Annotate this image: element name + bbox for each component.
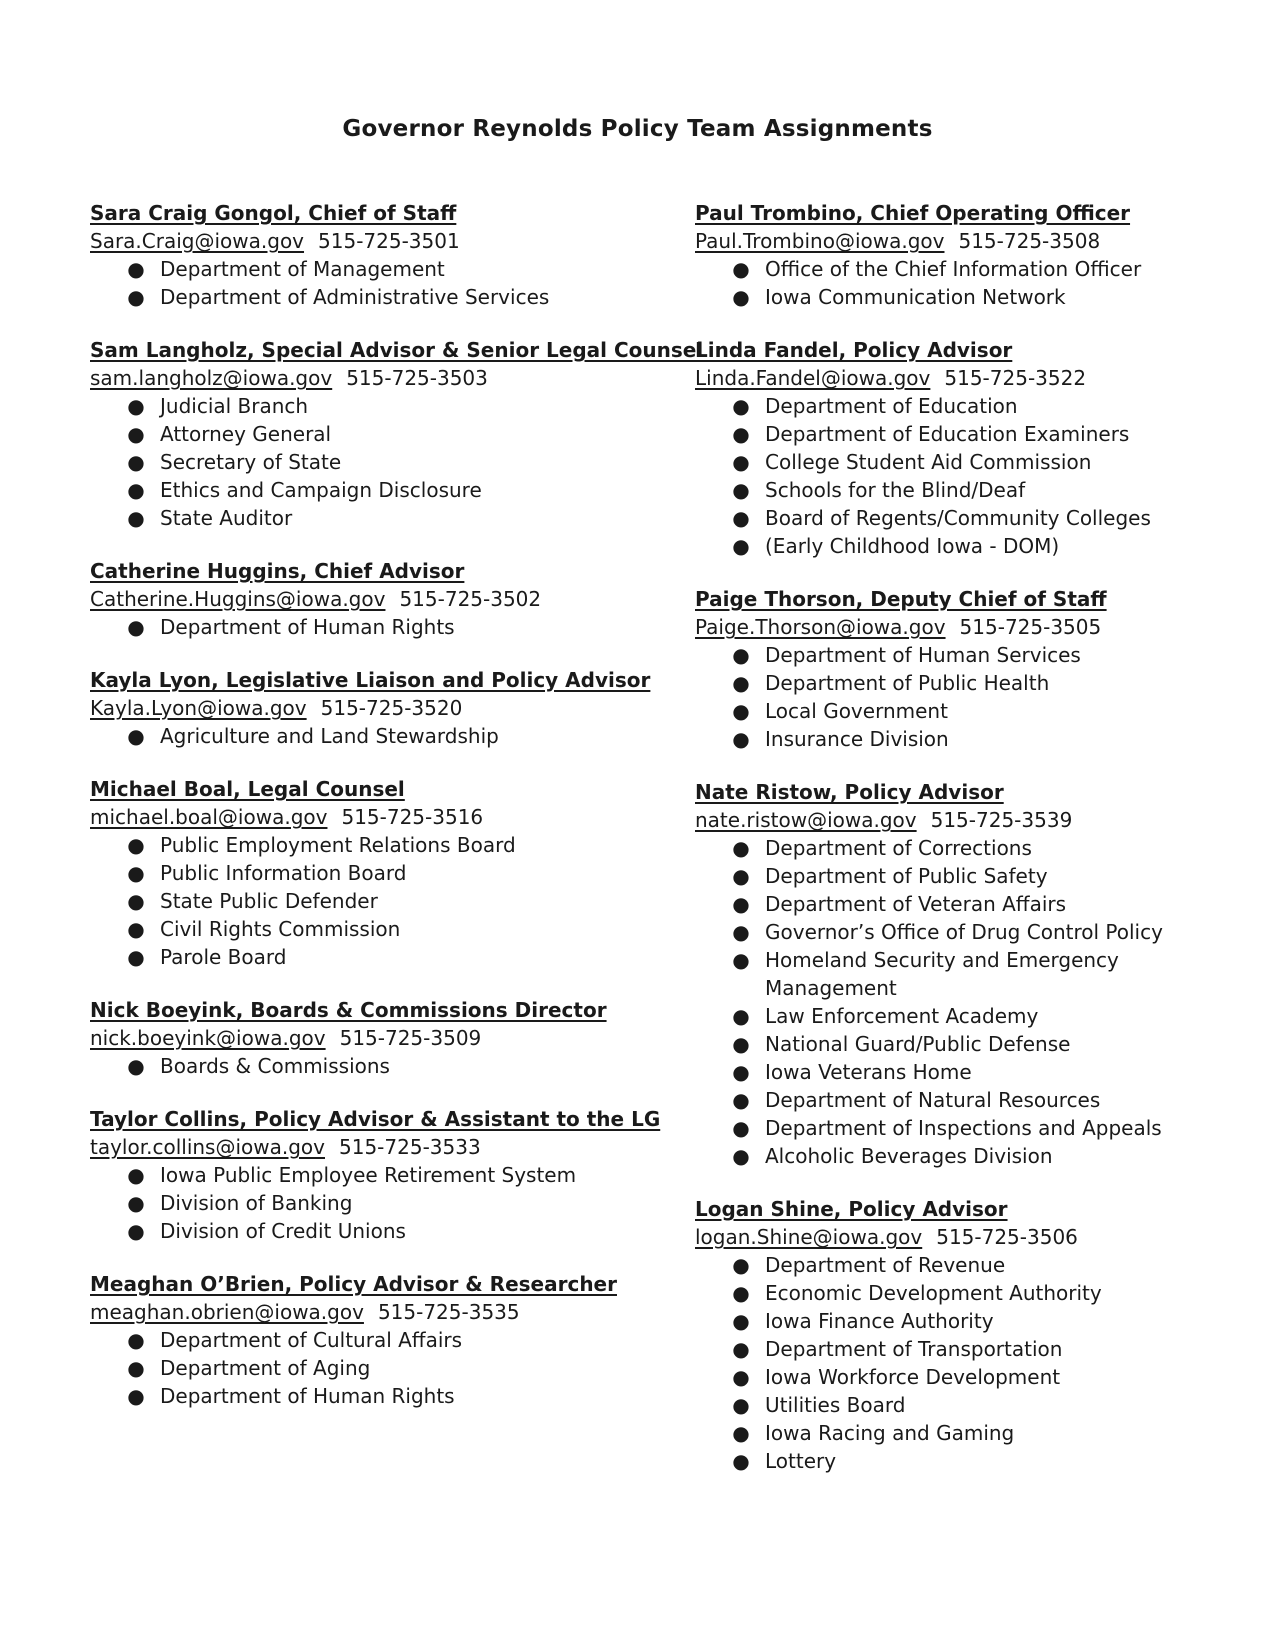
contact-line: [695, 227, 1255, 255]
assignment-item: [731, 392, 1255, 420]
assignment-list: [90, 722, 650, 750]
bullet-icon: ●: [732, 285, 750, 309]
contact-line: [90, 1024, 650, 1052]
assignment-label: Parole Board: [160, 945, 287, 969]
phone-number: 515-725-3539: [930, 808, 1073, 832]
assignment-item: [731, 1447, 1255, 1475]
person-name-title: Michael Boal, Legal Counsel: [90, 777, 405, 801]
bullet-icon: ●: [127, 615, 145, 639]
assignment-label: Ethics and Campaign Disclosure: [160, 478, 482, 502]
email-link[interactable]: taylor.collins@iowa.gov: [90, 1135, 325, 1159]
assignment-item: [126, 1217, 650, 1245]
assignment-label: Iowa Public Employee Retirement System: [160, 1163, 577, 1187]
phone-number: 515-725-3533: [339, 1135, 481, 1159]
assignment-label: State Auditor: [160, 506, 293, 530]
assignment-label: Department of Natural Resources: [765, 1088, 1101, 1112]
contact-line: [90, 803, 650, 831]
assignment-list: [90, 1161, 650, 1245]
phone-number: 515-725-3502: [399, 587, 542, 611]
person-block: [695, 586, 1255, 753]
contact-line: [90, 1133, 650, 1161]
assignment-item: [126, 420, 650, 448]
assignment-label: Boards & Commissions: [160, 1054, 390, 1078]
assignment-item: [731, 697, 1255, 725]
assignment-label: Attorney General: [160, 422, 332, 446]
person-block: [695, 200, 1255, 311]
email-link[interactable]: meaghan.obrien@iowa.gov: [90, 1300, 364, 1324]
email-link[interactable]: Sara.Craig@iowa.gov: [90, 229, 305, 253]
person-name-title: Meaghan O’Brien, Policy Advisor & Researcher: [90, 1272, 617, 1296]
assignment-label: Department of Revenue: [765, 1253, 1006, 1277]
phone-number: 515-725-3503: [346, 366, 488, 390]
assignment-label: College Student Aid Commission: [765, 450, 1092, 474]
bullet-icon: ●: [732, 394, 750, 418]
assignment-label: State Public Defender: [160, 889, 378, 913]
assignment-item: [126, 722, 650, 750]
bullet-icon: ●: [732, 1309, 750, 1333]
bullet-icon: ●: [732, 643, 750, 667]
person-name-title: Paul Trombino, Chief Operating Officer: [695, 201, 1131, 225]
email-link[interactable]: nick.boeyink@iowa.gov: [90, 1026, 326, 1050]
assignment-item: [126, 915, 650, 943]
assignment-label: Division of Banking: [160, 1191, 353, 1215]
assignment-label: Public Employment Relations Board: [160, 833, 516, 857]
assignment-label: Utilities Board: [765, 1393, 906, 1417]
assignment-item: [731, 641, 1255, 669]
assignment-label: Iowa Racing and Gaming: [765, 1421, 1015, 1445]
bullet-icon: ●: [732, 478, 750, 502]
assignment-item: [731, 476, 1255, 504]
bullet-icon: ●: [127, 1054, 145, 1078]
assignment-item: [731, 255, 1255, 283]
person-name-title: Paige Thorson, Deputy Chief of Staff: [695, 587, 1107, 611]
bullet-icon: ●: [732, 1393, 750, 1417]
phone-number: 515-725-3505: [959, 615, 1102, 639]
bullet-icon: ●: [127, 1384, 145, 1408]
bullet-icon: ●: [732, 506, 750, 530]
contact-line: [90, 694, 650, 722]
assignment-item: [731, 532, 1255, 560]
assignment-item: [126, 283, 650, 311]
bullet-icon: ●: [732, 534, 750, 558]
assignment-item: [731, 725, 1255, 753]
person-name-title: Logan Shine, Policy Advisor: [695, 1197, 1008, 1221]
bullet-icon: ●: [127, 285, 145, 309]
bullet-icon: ●: [732, 450, 750, 474]
person-block: [90, 200, 650, 311]
assignment-label: Department of Human Rights: [160, 615, 455, 639]
assignment-label: Department of Education: [765, 394, 1018, 418]
contact-line: [695, 1223, 1255, 1251]
assignment-item: [731, 834, 1255, 862]
phone-number: 515-725-3516: [341, 805, 484, 829]
assignment-label: Iowa Veterans Home: [765, 1060, 972, 1084]
assignment-label: Department of Human Rights: [160, 1384, 455, 1408]
assignment-label: Judicial Branch: [160, 394, 309, 418]
assignment-item: [126, 504, 650, 532]
assignment-label: Schools for the Blind/Deaf: [765, 478, 1026, 502]
assignment-item: [126, 613, 650, 641]
assignment-label: Law Enforcement Academy: [765, 1004, 1039, 1028]
assignment-list: [695, 255, 1255, 311]
bullet-icon: ●: [732, 1060, 750, 1084]
bullet-icon: ●: [127, 1191, 145, 1215]
assignment-label: Department of Human Services: [765, 643, 1081, 667]
assignment-list: [695, 392, 1255, 560]
assignment-label: Department of Transportation: [765, 1337, 1063, 1361]
person-block: [90, 997, 650, 1080]
bullet-icon: ●: [127, 917, 145, 941]
assignment-item: [731, 890, 1255, 918]
bullet-icon: ●: [732, 836, 750, 860]
assignment-label: Department of Administrative Services: [160, 285, 550, 309]
email-link[interactable]: michael.boal@iowa.gov: [90, 805, 328, 829]
assignment-item: [126, 887, 650, 915]
assignment-item: [731, 420, 1255, 448]
contact-line: [90, 364, 650, 392]
person-block: [90, 558, 650, 641]
phone-number: 515-725-3508: [958, 229, 1101, 253]
assignment-label: Alcoholic Beverages Division: [765, 1144, 1053, 1168]
bullet-icon: ●: [127, 422, 145, 446]
bullet-icon: ●: [732, 671, 750, 695]
assignment-label: National Guard/Public Defense: [765, 1032, 1071, 1056]
email-link[interactable]: nate.ristow@iowa.gov: [695, 808, 917, 832]
right-column: [695, 200, 1255, 1501]
assignment-item: [731, 1363, 1255, 1391]
person-name-title: Nate Ristow, Policy Advisor: [695, 780, 1004, 804]
bullet-icon: ●: [732, 422, 750, 446]
assignment-list: [90, 1052, 650, 1080]
left-column: [90, 200, 704, 1436]
bullet-icon: ●: [732, 257, 750, 281]
phone-number: 515-725-3501: [318, 229, 460, 253]
assignment-item: [731, 448, 1255, 476]
assignment-item: [731, 1114, 1255, 1142]
assignment-item: [126, 943, 650, 971]
bullet-icon: ●: [732, 1421, 750, 1445]
email-link[interactable]: Catherine.Huggins@iowa.gov: [90, 587, 386, 611]
assignment-label: Insurance Division: [765, 727, 949, 751]
bullet-icon: ●: [127, 257, 145, 281]
assignment-label: Department of Education Examiners: [765, 422, 1130, 446]
phone-number: 515-725-3509: [339, 1026, 482, 1050]
person-block: [695, 779, 1255, 1170]
bullet-icon: ●: [732, 1004, 750, 1028]
assignment-label: Local Government: [765, 699, 948, 723]
bullet-icon: ●: [732, 699, 750, 723]
assignment-label: Governor’s Office of Drug Control Policy: [765, 920, 1163, 944]
bullet-icon: ●: [732, 892, 750, 916]
assignment-label: Agriculture and Land Stewardship: [160, 724, 499, 748]
bullet-icon: ●: [127, 1163, 145, 1187]
assignment-item: [731, 1419, 1255, 1447]
assignment-item: [126, 1354, 650, 1382]
bullet-icon: ●: [127, 1219, 145, 1243]
phone-number: 515-725-3535: [377, 1300, 520, 1324]
bullet-icon: ●: [127, 450, 145, 474]
person-name-title: Kayla Lyon, Legislative Liaison and Policy Advisor: [90, 668, 651, 692]
assignment-item: [126, 1052, 650, 1080]
assignment-label: (Early Childhood Iowa - DOM): [765, 534, 1060, 558]
assignment-label: Iowa Finance Authority: [765, 1309, 994, 1333]
person-block: [90, 776, 650, 971]
assignment-label: Department of Public Health: [765, 671, 1050, 695]
assignment-item: [731, 946, 1255, 1002]
person-name-title: Sam Langholz, Special Advisor & Senior Legal Counsel: [90, 338, 704, 362]
assignment-item: [731, 1391, 1255, 1419]
assignment-item: [126, 448, 650, 476]
assignment-item: [731, 1307, 1255, 1335]
assignment-item: [126, 1326, 650, 1354]
bullet-icon: ●: [732, 948, 750, 972]
bullet-icon: ●: [127, 945, 145, 969]
assignment-item: [126, 1189, 650, 1217]
person-name-title: Sara Craig Gongol, Chief of Staff: [90, 201, 457, 225]
person-block: [90, 1271, 650, 1410]
bullet-icon: ●: [732, 1116, 750, 1140]
assignment-label: Department of Aging: [160, 1356, 371, 1380]
assignment-label: Department of Public Safety: [765, 864, 1048, 888]
assignment-item: [126, 1161, 650, 1189]
assignment-list: [695, 834, 1255, 1170]
assignment-item: [731, 862, 1255, 890]
bullet-icon: ●: [127, 861, 145, 885]
email-link[interactable]: sam.langholz@iowa.gov: [90, 366, 333, 390]
phone-number: 515-725-3522: [944, 366, 1087, 390]
person-block: [695, 337, 1255, 560]
assignment-label: Public Information Board: [160, 861, 407, 885]
assignment-label: Homeland Security and Emergency Management: [765, 948, 1119, 1000]
contact-line: [90, 227, 650, 255]
assignment-item: [126, 831, 650, 859]
assignment-list: [90, 1326, 650, 1410]
assignment-list: [90, 392, 650, 532]
assignment-label: Department of Cultural Affairs: [160, 1328, 463, 1352]
assignment-item: [126, 255, 650, 283]
bullet-icon: ●: [127, 1356, 145, 1380]
assignment-label: Department of Veteran Affairs: [765, 892, 1067, 916]
assignment-label: Iowa Communication Network: [765, 285, 1066, 309]
assignment-label: Iowa Workforce Development: [765, 1365, 1061, 1389]
assignment-list: [90, 831, 650, 971]
bullet-icon: ●: [732, 1032, 750, 1056]
assignment-item: [731, 1335, 1255, 1363]
bullet-icon: ●: [732, 864, 750, 888]
person-block: [90, 1106, 661, 1245]
person-name-title: Taylor Collins, Policy Advisor & Assistant to the LG: [90, 1107, 661, 1131]
assignment-label: Department of Corrections: [765, 836, 1032, 860]
assignment-label: Secretary of State: [160, 450, 342, 474]
assignment-label: Division of Credit Unions: [160, 1219, 406, 1243]
person-name-title: Catherine Huggins, Chief Advisor: [90, 559, 465, 583]
assignment-item: [731, 1279, 1255, 1307]
bullet-icon: ●: [127, 478, 145, 502]
contact-line: [90, 585, 650, 613]
bullet-icon: ●: [732, 920, 750, 944]
assignment-item: [731, 918, 1255, 946]
email-link[interactable]: Kayla.Lyon@iowa.gov: [90, 696, 307, 720]
phone-number: 515-725-3506: [936, 1225, 1078, 1249]
bullet-icon: ●: [127, 724, 145, 748]
assignment-item: [126, 1382, 650, 1410]
assignment-list: [90, 255, 650, 311]
assignment-label: Office of the Chief Information Officer: [765, 257, 1142, 281]
bullet-icon: ●: [732, 1281, 750, 1305]
bullet-icon: ●: [127, 889, 145, 913]
assignment-label: Lottery: [765, 1449, 837, 1473]
bullet-icon: ●: [127, 1328, 145, 1352]
assignment-list: [695, 641, 1255, 753]
bullet-icon: ●: [732, 1365, 750, 1389]
email-link[interactable]: logan.Shine@iowa.gov: [695, 1225, 923, 1249]
assignment-item: [731, 1251, 1255, 1279]
page-title: Governor Reynolds Policy Team Assignments: [342, 116, 933, 142]
assignment-list: [695, 1251, 1255, 1475]
person-block: [695, 1196, 1255, 1475]
assignment-label: Economic Development Authority: [765, 1281, 1102, 1305]
assignment-label: Department of Management: [160, 257, 445, 281]
bullet-icon: ●: [732, 727, 750, 751]
person-block: [90, 667, 650, 750]
assignment-item: [731, 283, 1255, 311]
phone-number: 515-725-3520: [320, 696, 463, 720]
assignment-item: [731, 669, 1255, 697]
assignment-item: [126, 476, 650, 504]
assignment-item: [731, 504, 1255, 532]
contact-line: [695, 613, 1255, 641]
email-link[interactable]: Paul.Trombino@iowa.gov: [695, 229, 945, 253]
person-name-title: Linda Fandel, Policy Advisor: [695, 338, 1013, 362]
assignment-item: [731, 1002, 1255, 1030]
person-name-title: Nick Boeyink, Boards & Commissions Director: [90, 998, 607, 1022]
assignment-label: Board of Regents/Community Colleges: [765, 506, 1151, 530]
contact-line: [90, 1298, 650, 1326]
person-block: [90, 337, 704, 532]
assignment-label: Department of Inspections and Appeals: [765, 1116, 1162, 1140]
contact-line: [695, 806, 1255, 834]
assignment-label: Civil Rights Commission: [160, 917, 401, 941]
assignment-item: [126, 859, 650, 887]
assignment-list: [90, 613, 650, 641]
bullet-icon: ●: [127, 833, 145, 857]
bullet-icon: ●: [732, 1088, 750, 1112]
bullet-icon: ●: [732, 1253, 750, 1277]
assignment-item: [731, 1086, 1255, 1114]
email-link[interactable]: Linda.Fandel@iowa.gov: [695, 366, 931, 390]
assignment-item: [731, 1058, 1255, 1086]
bullet-icon: ●: [732, 1337, 750, 1361]
assignment-item: [731, 1142, 1255, 1170]
contact-line: [695, 364, 1255, 392]
bullet-icon: ●: [732, 1449, 750, 1473]
email-link[interactable]: Paige.Thorson@iowa.gov: [695, 615, 946, 639]
assignment-item: [126, 392, 650, 420]
bullet-icon: ●: [732, 1144, 750, 1168]
assignment-item: [731, 1030, 1255, 1058]
bullet-icon: ●: [127, 394, 145, 418]
bullet-icon: ●: [127, 506, 145, 530]
